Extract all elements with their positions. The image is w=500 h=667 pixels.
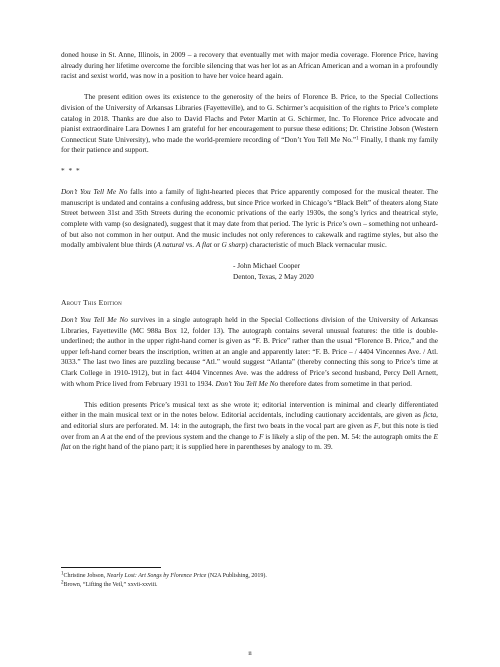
signature-block	[61, 261, 438, 282]
song-title: Don’t You Tell Me No	[215, 378, 279, 388]
paragraph-acknowledgments: The present edition owes its existence to the generosity of the heirs of Florence B. Price, to the Special Collections division of the University of Arkansas Libraries (Fayetteville), and to G. Schirmer’s acquisition of the rights to Price’s complete catalog in 2018. Thanks are due also to David Flachs and Peter Martin at G. Schirmer, Inc. To Florence Price advocate and pianist extraordinaire Lara Downes I am grateful for her encouragement to pursue these editions; Dr. Christine Jobson (Western Connecticut State University), who made the world-premiere recording of “Don’t You Tell Me No.”$^1$ Finally, I thank my family for their patience and support.	[61, 92, 438, 155]
page-number: ii	[248, 650, 252, 657]
paragraph-recovery: doned house in St. Anne, Illinois, in 2009 – a recovery that eventually met with major media coverage. Florence Price, having already during her lifetime overcome the forcible silencing that was her lot as an African American and a woman in a profoundly racist and sexist world, was now in a position to have her voice heard again.	[61, 50, 438, 81]
signature-name: - John Michael Cooper	[233, 261, 301, 271]
song-title: Don’t You Tell Me No	[61, 315, 128, 325]
section-heading: About This Edition	[61, 298, 122, 308]
footnote-ref-1: 1	[356, 136, 359, 142]
paragraph-editorial-method: This edition presents Price’s musical text as she wrote it; editorial intervention is minimal and clearly differentiated either in the main musical text or in the notes below. Editorial accidentals, including cautionary accidentals, are given as ficta, and editorial slurs are perforated. M. 14: in the autograph, the first two beats in the vocal part are given as F, but this note is tied over from an A at the end of the previous system and the change to F is likely a slip of the pen. M. 54: the autograph omits the E flat on the right hand of the piano part; it is supplied here in parentheses by analogy to m. 39.	[61, 399, 438, 452]
footnotes	[61, 567, 438, 590]
footnote-2: $^2$Brown, “Lifting the Veil,” xxvii-xxviii.	[61, 580, 158, 588]
paragraph-song-history: Don’t You Tell Me No falls into a family of light-hearted pieces that Price apparently composed for the musical theater. The manuscript is undated and contains a confusing address, but since Price worked in Chicago’s “Black Belt” of theaters along State Street between 31st and 35th Streets during the economic privations of the early 1930s, the song’s lyrics and theatrical style, complete with vamp (so designated), suggest that it may date from that period. The lyric is Price’s own – something not unheard-of but also not common in her output. And the music includes not only references to cakewalk and ragtime styles, but also the modally ambivalent blue thirds (A natural vs. A flat or G sharp) characteristic of much Black vernacular music.	[61, 187, 438, 250]
song-title: Don’t You Tell Me No	[61, 187, 128, 197]
paragraph-autograph-source: Don’t You Tell Me No survives in a single autograph held in the Special Collections division of the University of Arkansas Libraries, Fayetteville (MC 988a Box 12, folder 13). The autograph contains several unusual features: the title is double-underlined; the author in the upper right-hand corner is given as “F. B. Price” rather than the usual “Florence B. Price,” and the upper left-hand corner bears the inscription, written at an angle and apparently later: “F. B. Price – / 4404 Vincennes Ave. / Atl. 3033.” The last two lines are puzzling because “Atl.” would suggest “Atlanta” (thereby connecting this song to Price’s time at Clark College in 1910-1912), but in fact 4404 Vincennes Ave. was the address of Price’s second husband, Percy Dell Arnett, with whom Price lived from February 1931 to 1934. Don’t You Tell Me No therefore dates from sometime in that period.	[61, 315, 438, 388]
signature-place-date: Denton, Texas, 2 May 2020	[233, 271, 314, 281]
footnote-1: $^1$Christine Jobson, Nearly Lost: Art Songs by Florence Price (N2A Publishing, 2019).	[61, 571, 267, 579]
section-break: * * *	[61, 165, 81, 175]
footnote-rule	[61, 567, 161, 568]
